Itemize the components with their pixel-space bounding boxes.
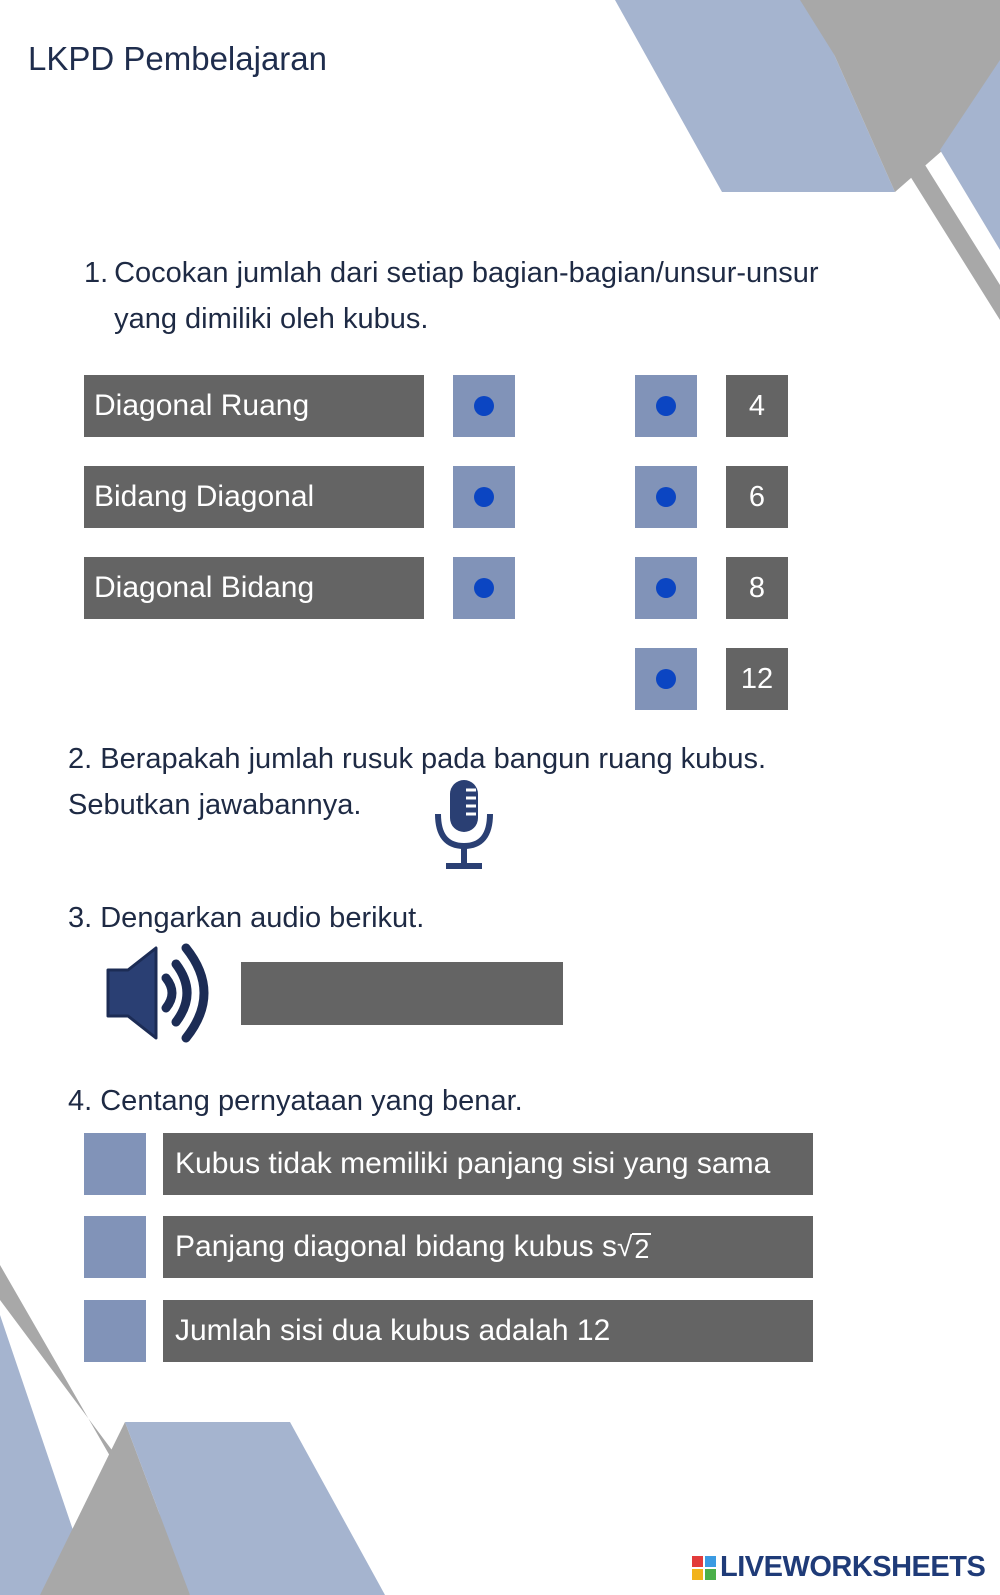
question-2 <box>68 736 766 828</box>
question-1 <box>84 250 819 342</box>
microphone-icon[interactable] <box>432 778 496 870</box>
match-left-dot[interactable] <box>453 557 515 619</box>
question-1-line2: yang dimiliki oleh kubus. <box>114 303 429 335</box>
match-left-item: Bidang Diagonal <box>84 466 424 528</box>
page-title: LKPD Pembelajaran <box>28 40 327 77</box>
match-left-item: Diagonal Bidang <box>84 557 424 619</box>
speaker-icon[interactable] <box>104 942 220 1044</box>
sqrt-expression <box>617 1231 651 1263</box>
sqrt-argument: 2 <box>634 1234 650 1264</box>
question-2-line1: 2. Berapakah jumlah rusuk pada bangun ruang kubus. <box>68 743 767 775</box>
checkbox-statement-2[interactable] <box>84 1216 146 1278</box>
dot-icon <box>656 669 676 689</box>
audio-player-bar[interactable] <box>241 962 563 1025</box>
checkbox-statement-3[interactable] <box>84 1300 146 1362</box>
match-left-dot[interactable] <box>453 375 515 437</box>
match-right-item: 4 <box>726 375 788 437</box>
dot-icon <box>474 578 494 598</box>
match-right-dot[interactable] <box>635 557 697 619</box>
match-right-item: 6 <box>726 466 788 528</box>
question-3: 3. Dengarkan audio berikut. <box>68 902 425 934</box>
match-right-dot[interactable] <box>635 648 697 710</box>
match-left-dot[interactable] <box>453 466 515 528</box>
question-2-line2: Sebutkan jawabannya. <box>68 789 362 821</box>
dot-icon <box>474 487 494 507</box>
question-1-line1: Cocokan jumlah dari setiap bagian-bagian/unsur-unsur <box>114 257 819 289</box>
sqrt-sign: √ <box>617 1231 633 1262</box>
checkbox-statement-1[interactable] <box>84 1133 146 1195</box>
match-right-dot[interactable] <box>635 466 697 528</box>
statement-2 <box>163 1216 813 1278</box>
match-right-dot[interactable] <box>635 375 697 437</box>
liveworksheets-logo <box>692 1551 985 1584</box>
dot-icon <box>656 396 676 416</box>
dot-icon <box>656 487 676 507</box>
statement-3: Jumlah sisi dua kubus adalah 12 <box>163 1300 813 1362</box>
question-1-number: 1. <box>84 257 109 289</box>
match-right-item: 8 <box>726 557 788 619</box>
dot-icon <box>656 578 676 598</box>
match-left-item: Diagonal Ruang <box>84 375 424 437</box>
dot-icon <box>474 396 494 416</box>
logo-text: LIVEWORKSHEETS <box>720 1551 986 1583</box>
statement-2-text: Panjang diagonal bidang kubus s <box>175 1230 618 1263</box>
match-right-item: 12 <box>726 648 788 710</box>
statement-1: Kubus tidak memiliki panjang sisi yang sama <box>163 1133 813 1195</box>
logo-grid-icon <box>692 1556 716 1580</box>
question-4: 4. Centang pernyataan yang benar. <box>68 1085 523 1117</box>
